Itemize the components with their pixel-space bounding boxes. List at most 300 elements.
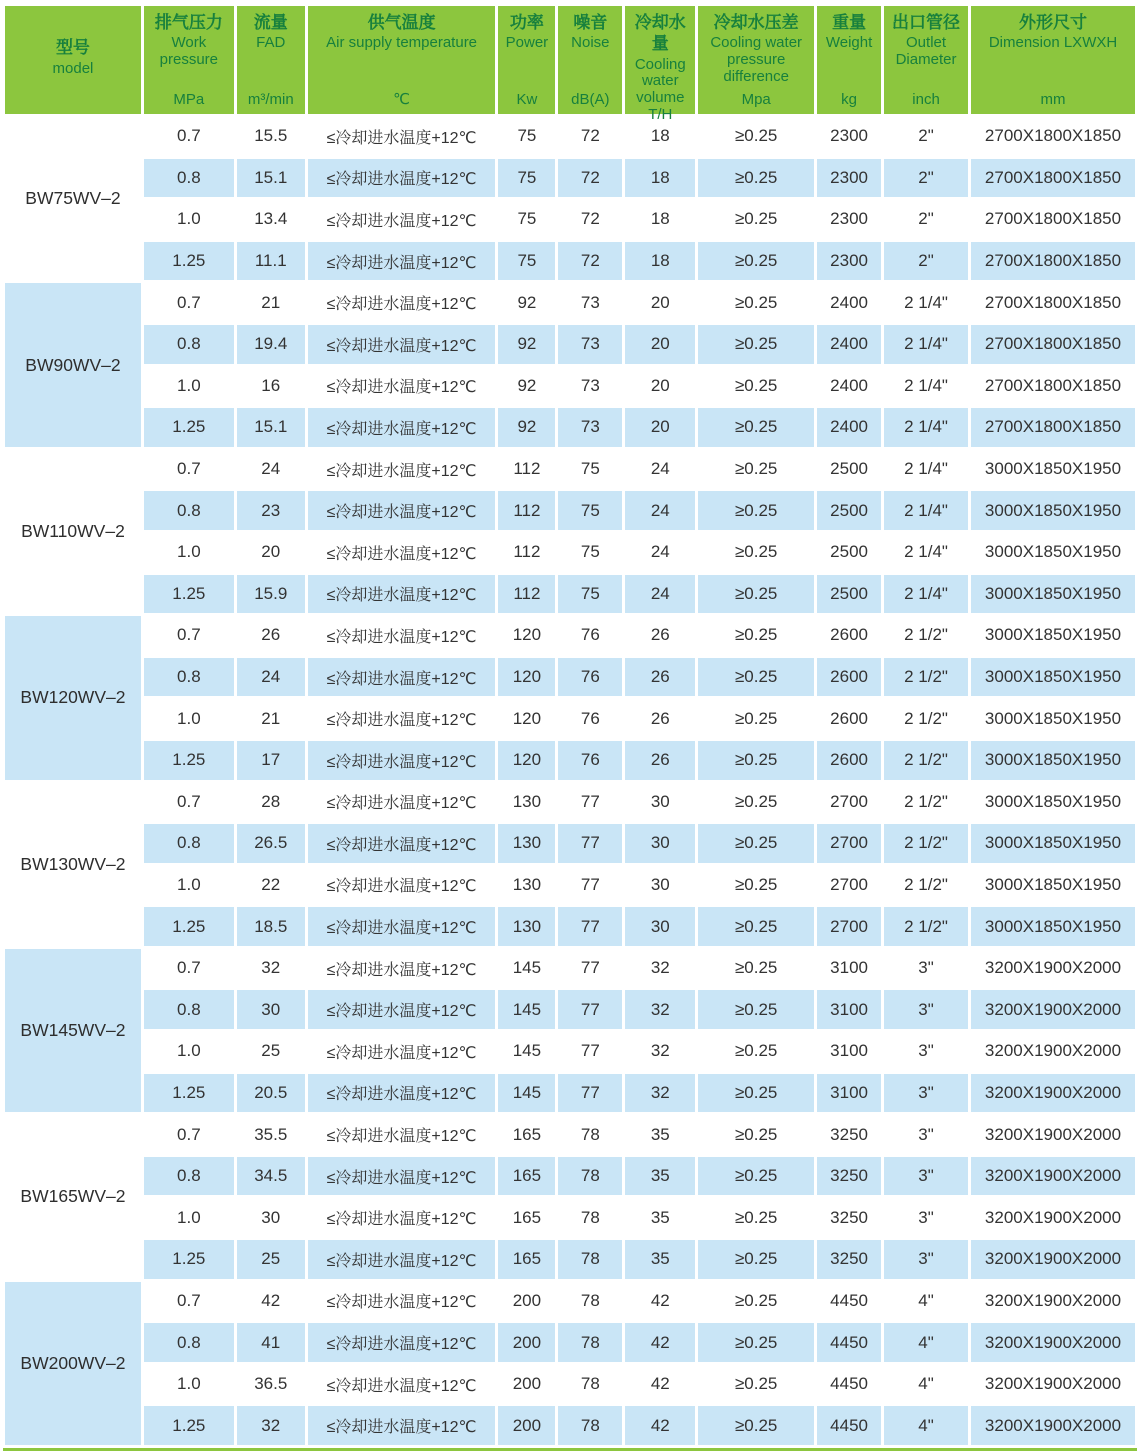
cell-dimension: 3000X1850X1950 bbox=[971, 616, 1135, 655]
cell-pressure: 0.8 bbox=[144, 990, 234, 1029]
cell-pressure-diff: ≥0.25 bbox=[698, 1282, 814, 1321]
cell-cooling-volume: 42 bbox=[625, 1282, 695, 1321]
model-cell: BW110WV–2 bbox=[5, 450, 141, 613]
column-header-pressure bbox=[144, 6, 234, 114]
cell-fad: 34.5 bbox=[237, 1157, 305, 1196]
cell-weight: 4450 bbox=[817, 1323, 881, 1362]
cell-pressure-diff: ≥0.25 bbox=[698, 242, 814, 281]
cell-weight: 2700 bbox=[817, 907, 881, 946]
cell-pressure: 0.7 bbox=[144, 783, 234, 822]
cell-dimension: 3200X1900X2000 bbox=[971, 1198, 1135, 1237]
column-header-outlet bbox=[884, 6, 968, 114]
cell-noise: 75 bbox=[558, 450, 622, 489]
cell-dimension: 3000X1850X1950 bbox=[971, 741, 1135, 780]
cell-weight: 2700 bbox=[817, 866, 881, 905]
cell-noise: 77 bbox=[558, 1032, 622, 1071]
cell-dimension: 3200X1900X2000 bbox=[971, 1115, 1135, 1154]
table-row bbox=[5, 242, 1135, 281]
cell-dimension: 3000X1850X1950 bbox=[971, 907, 1135, 946]
header-label-en: Power bbox=[505, 34, 549, 52]
cell-pressure: 1.0 bbox=[144, 1032, 234, 1071]
table-row bbox=[5, 741, 1135, 780]
cell-pressure: 1.0 bbox=[144, 367, 234, 406]
cell-power: 130 bbox=[498, 907, 555, 946]
cell-power: 92 bbox=[498, 367, 555, 406]
table-row bbox=[5, 990, 1135, 1029]
table-row bbox=[5, 117, 1135, 156]
table-row bbox=[5, 866, 1135, 905]
table-row bbox=[5, 283, 1135, 322]
cell-pressure-diff: ≥0.25 bbox=[698, 533, 814, 572]
cell-pressure: 1.25 bbox=[144, 741, 234, 780]
cell-dimension: 3200X1900X2000 bbox=[971, 1282, 1135, 1321]
cell-weight: 3250 bbox=[817, 1240, 881, 1279]
table-row bbox=[5, 1365, 1135, 1404]
header-label-zh: 功率 bbox=[509, 13, 544, 32]
table-row bbox=[5, 1074, 1135, 1113]
cell-fad: 15.1 bbox=[237, 408, 305, 447]
cell-pressure: 1.0 bbox=[144, 699, 234, 738]
header-cell-content bbox=[558, 6, 622, 114]
cell-temp: ≤冷却进水温度+12℃ bbox=[308, 575, 496, 614]
header-label-en: Dimension LXWXH bbox=[988, 34, 1118, 52]
column-header-noise bbox=[558, 6, 622, 114]
cell-weight: 2500 bbox=[817, 491, 881, 530]
cell-dimension: 3000X1850X1950 bbox=[971, 699, 1135, 738]
header-cell-content bbox=[144, 6, 234, 114]
cell-weight: 2400 bbox=[817, 325, 881, 364]
cell-outlet: 3" bbox=[884, 1157, 968, 1196]
cell-temp: ≤冷却进水温度+12℃ bbox=[308, 242, 496, 281]
cell-noise: 78 bbox=[558, 1157, 622, 1196]
table-row bbox=[5, 1198, 1135, 1237]
header-unit: Mpa bbox=[741, 91, 771, 108]
cell-fad: 19.4 bbox=[237, 325, 305, 364]
cell-outlet: 2 1/4" bbox=[884, 575, 968, 614]
header-cell-content bbox=[308, 6, 496, 114]
table-row bbox=[5, 408, 1135, 447]
cell-temp: ≤冷却进水温度+12℃ bbox=[308, 159, 496, 198]
cell-cooling-volume: 24 bbox=[625, 491, 695, 530]
cell-dimension: 3000X1850X1950 bbox=[971, 575, 1135, 614]
column-header-cooling-volume bbox=[625, 6, 695, 123]
cell-noise: 72 bbox=[558, 159, 622, 198]
cell-cooling-volume: 20 bbox=[625, 325, 695, 364]
cell-power: 120 bbox=[498, 616, 555, 655]
cell-cooling-volume: 30 bbox=[625, 783, 695, 822]
cell-pressure: 1.0 bbox=[144, 866, 234, 905]
cell-pressure-diff: ≥0.25 bbox=[698, 658, 814, 697]
cell-dimension: 2700X1800X1850 bbox=[971, 408, 1135, 447]
header-label-en: Work pressure bbox=[159, 34, 219, 69]
cell-dimension: 2700X1800X1850 bbox=[971, 367, 1135, 406]
table-row bbox=[5, 1115, 1135, 1154]
cell-power: 130 bbox=[498, 866, 555, 905]
cell-pressure: 1.25 bbox=[144, 1074, 234, 1113]
cell-temp: ≤冷却进水温度+12℃ bbox=[308, 367, 496, 406]
cell-weight: 2700 bbox=[817, 783, 881, 822]
cell-dimension: 2700X1800X1850 bbox=[971, 159, 1135, 198]
cell-power: 165 bbox=[498, 1157, 555, 1196]
table-row bbox=[5, 575, 1135, 614]
cell-cooling-volume: 35 bbox=[625, 1115, 695, 1154]
cell-weight: 2400 bbox=[817, 283, 881, 322]
cell-dimension: 3000X1850X1950 bbox=[971, 783, 1135, 822]
cell-outlet: 3" bbox=[884, 1074, 968, 1113]
header-label-en: Air supply temperature bbox=[326, 34, 478, 52]
cell-outlet: 2" bbox=[884, 242, 968, 281]
cell-pressure: 0.7 bbox=[144, 1282, 234, 1321]
cell-outlet: 4" bbox=[884, 1406, 968, 1445]
cell-pressure-diff: ≥0.25 bbox=[698, 325, 814, 364]
cell-fad: 32 bbox=[237, 949, 305, 988]
cell-noise: 72 bbox=[558, 242, 622, 281]
cell-noise: 77 bbox=[558, 824, 622, 863]
cell-power: 130 bbox=[498, 824, 555, 863]
cell-outlet: 2 1/2" bbox=[884, 824, 968, 863]
cell-pressure: 1.25 bbox=[144, 1406, 234, 1445]
cell-temp: ≤冷却进水温度+12℃ bbox=[308, 783, 496, 822]
cell-power: 165 bbox=[498, 1198, 555, 1237]
cell-temp: ≤冷却进水温度+12℃ bbox=[308, 949, 496, 988]
model-cell: BW130WV–2 bbox=[5, 783, 141, 946]
cell-pressure: 0.8 bbox=[144, 658, 234, 697]
header-cell-content bbox=[817, 6, 881, 114]
cell-pressure-diff: ≥0.25 bbox=[698, 1115, 814, 1154]
cell-outlet: 3" bbox=[884, 1240, 968, 1279]
cell-outlet: 3" bbox=[884, 949, 968, 988]
cell-cooling-volume: 26 bbox=[625, 699, 695, 738]
cell-power: 75 bbox=[498, 200, 555, 239]
header-names bbox=[989, 12, 1117, 52]
cell-pressure: 1.25 bbox=[144, 907, 234, 946]
table-row bbox=[5, 367, 1135, 406]
cell-power: 145 bbox=[498, 990, 555, 1029]
cell-temp: ≤冷却进水温度+12℃ bbox=[308, 1157, 496, 1196]
cell-power: 145 bbox=[498, 949, 555, 988]
cell-pressure: 0.7 bbox=[144, 283, 234, 322]
cell-cooling-volume: 32 bbox=[625, 1074, 695, 1113]
cell-dimension: 3200X1900X2000 bbox=[971, 1240, 1135, 1279]
cell-cooling-volume: 32 bbox=[625, 990, 695, 1029]
cell-outlet: 2 1/2" bbox=[884, 783, 968, 822]
cell-power: 165 bbox=[498, 1240, 555, 1279]
cell-outlet: 2 1/2" bbox=[884, 741, 968, 780]
cell-cooling-volume: 30 bbox=[625, 866, 695, 905]
cell-pressure-diff: ≥0.25 bbox=[698, 699, 814, 738]
cell-outlet: 3" bbox=[884, 990, 968, 1029]
header-names bbox=[53, 37, 94, 77]
cell-pressure: 0.8 bbox=[144, 159, 234, 198]
model-cell: BW75WV–2 bbox=[5, 117, 141, 280]
cell-fad: 21 bbox=[237, 699, 305, 738]
table-row bbox=[5, 616, 1135, 655]
cell-dimension: 2700X1800X1850 bbox=[971, 200, 1135, 239]
header-unit: kg bbox=[841, 91, 857, 108]
cell-noise: 78 bbox=[558, 1323, 622, 1362]
cell-outlet: 3" bbox=[884, 1198, 968, 1237]
cell-weight: 4450 bbox=[817, 1365, 881, 1404]
cell-temp: ≤冷却进水温度+12℃ bbox=[308, 491, 496, 530]
cell-weight: 4450 bbox=[817, 1406, 881, 1445]
header-label-zh: 噪音 bbox=[573, 13, 608, 32]
table-row bbox=[5, 1240, 1135, 1279]
cell-power: 200 bbox=[498, 1323, 555, 1362]
cell-noise: 76 bbox=[558, 741, 622, 780]
cell-cooling-volume: 26 bbox=[625, 658, 695, 697]
cell-noise: 72 bbox=[558, 200, 622, 239]
cell-outlet: 2 1/2" bbox=[884, 866, 968, 905]
spec-table bbox=[2, 3, 1138, 1448]
cell-weight: 2600 bbox=[817, 616, 881, 655]
cell-fad: 26.5 bbox=[237, 824, 305, 863]
cell-pressure-diff: ≥0.25 bbox=[698, 575, 814, 614]
header-label-zh: 供气温度 bbox=[367, 13, 436, 32]
cell-fad: 16 bbox=[237, 367, 305, 406]
cell-noise: 76 bbox=[558, 658, 622, 697]
header-cell-content bbox=[237, 6, 305, 114]
cell-temp: ≤冷却进水温度+12℃ bbox=[308, 990, 496, 1029]
header-cell-content bbox=[698, 6, 814, 114]
header-label-zh: 出口管径 bbox=[892, 13, 961, 32]
cell-pressure-diff: ≥0.25 bbox=[698, 1406, 814, 1445]
cell-temp: ≤冷却进水温度+12℃ bbox=[308, 117, 496, 156]
cell-pressure-diff: ≥0.25 bbox=[698, 491, 814, 530]
cell-weight: 2400 bbox=[817, 408, 881, 447]
cell-weight: 3250 bbox=[817, 1157, 881, 1196]
table-row bbox=[5, 907, 1135, 946]
cell-cooling-volume: 30 bbox=[625, 824, 695, 863]
model-cell: BW165WV–2 bbox=[5, 1115, 141, 1278]
cell-pressure: 1.0 bbox=[144, 1365, 234, 1404]
cell-dimension: 3200X1900X2000 bbox=[971, 1323, 1135, 1362]
cell-dimension: 3200X1900X2000 bbox=[971, 949, 1135, 988]
cell-noise: 73 bbox=[558, 367, 622, 406]
cell-outlet: 4" bbox=[884, 1365, 968, 1404]
cell-cooling-volume: 42 bbox=[625, 1406, 695, 1445]
cell-pressure: 1.25 bbox=[144, 575, 234, 614]
cell-dimension: 3000X1850X1950 bbox=[971, 450, 1135, 489]
header-cell-content bbox=[971, 6, 1135, 114]
cell-fad: 15.9 bbox=[237, 575, 305, 614]
cell-outlet: 2 1/4" bbox=[884, 491, 968, 530]
cell-outlet: 2" bbox=[884, 159, 968, 198]
cell-outlet: 3" bbox=[884, 1032, 968, 1071]
cell-dimension: 3000X1850X1950 bbox=[971, 866, 1135, 905]
cell-outlet: 4" bbox=[884, 1282, 968, 1321]
table-row bbox=[5, 1282, 1135, 1321]
cell-pressure: 0.8 bbox=[144, 491, 234, 530]
cell-noise: 78 bbox=[558, 1406, 622, 1445]
header-label-en: Cooling water pressure difference bbox=[710, 34, 803, 85]
cell-cooling-volume: 35 bbox=[625, 1240, 695, 1279]
cell-noise: 76 bbox=[558, 616, 622, 655]
cell-cooling-volume: 18 bbox=[625, 159, 695, 198]
table-row bbox=[5, 1157, 1135, 1196]
column-header-model bbox=[5, 6, 141, 114]
cell-outlet: 2 1/2" bbox=[884, 907, 968, 946]
cell-noise: 77 bbox=[558, 783, 622, 822]
cell-weight: 2400 bbox=[817, 367, 881, 406]
cell-outlet: 2" bbox=[884, 117, 968, 156]
table-row bbox=[5, 1032, 1135, 1071]
cell-fad: 13.4 bbox=[237, 200, 305, 239]
header-unit: Kw bbox=[516, 91, 538, 108]
cell-pressure: 0.7 bbox=[144, 117, 234, 156]
cell-weight: 2300 bbox=[817, 242, 881, 281]
header-names bbox=[506, 12, 549, 52]
cell-dimension: 2700X1800X1850 bbox=[971, 242, 1135, 281]
table-row bbox=[5, 949, 1135, 988]
cell-cooling-volume: 20 bbox=[625, 283, 695, 322]
cell-outlet: 2 1/4" bbox=[884, 450, 968, 489]
cell-pressure-diff: ≥0.25 bbox=[698, 283, 814, 322]
cell-cooling-volume: 24 bbox=[625, 450, 695, 489]
cell-temp: ≤冷却进水温度+12℃ bbox=[308, 533, 496, 572]
cell-dimension: 2700X1800X1850 bbox=[971, 325, 1135, 364]
cell-noise: 73 bbox=[558, 283, 622, 322]
cell-temp: ≤冷却进水温度+12℃ bbox=[308, 1032, 496, 1071]
cell-noise: 75 bbox=[558, 575, 622, 614]
cell-outlet: 2 1/4" bbox=[884, 325, 968, 364]
cell-fad: 15.1 bbox=[237, 159, 305, 198]
cell-cooling-volume: 32 bbox=[625, 949, 695, 988]
table-header-row bbox=[5, 6, 1135, 114]
cell-power: 92 bbox=[498, 408, 555, 447]
cell-temp: ≤冷却进水温度+12℃ bbox=[308, 616, 496, 655]
cell-pressure-diff: ≥0.25 bbox=[698, 1074, 814, 1113]
cell-temp: ≤冷却进水温度+12℃ bbox=[308, 699, 496, 738]
cell-fad: 22 bbox=[237, 866, 305, 905]
cell-pressure-diff: ≥0.25 bbox=[698, 1032, 814, 1071]
header-label-zh: 外形尺寸 bbox=[1019, 13, 1087, 32]
cell-fad: 18.5 bbox=[237, 907, 305, 946]
header-names bbox=[571, 12, 609, 52]
cell-pressure-diff: ≥0.25 bbox=[698, 200, 814, 239]
cell-power: 75 bbox=[498, 117, 555, 156]
cell-fad: 20 bbox=[237, 533, 305, 572]
cell-power: 75 bbox=[498, 159, 555, 198]
cell-temp: ≤冷却进水温度+12℃ bbox=[308, 1198, 496, 1237]
header-names bbox=[326, 12, 477, 52]
model-cell: BW90WV–2 bbox=[5, 283, 141, 446]
cell-temp: ≤冷却进水温度+12℃ bbox=[308, 325, 496, 364]
cell-cooling-volume: 20 bbox=[625, 408, 695, 447]
cell-power: 92 bbox=[498, 283, 555, 322]
table-row bbox=[5, 450, 1135, 489]
table-row bbox=[5, 699, 1135, 738]
header-cell-content bbox=[884, 6, 968, 114]
cell-noise: 77 bbox=[558, 907, 622, 946]
cell-power: 112 bbox=[498, 575, 555, 614]
cell-weight: 4450 bbox=[817, 1282, 881, 1321]
cell-pressure: 0.7 bbox=[144, 1115, 234, 1154]
cell-power: 200 bbox=[498, 1406, 555, 1445]
cell-dimension: 2700X1800X1850 bbox=[971, 283, 1135, 322]
cell-weight: 2300 bbox=[817, 159, 881, 198]
table-row bbox=[5, 491, 1135, 530]
cell-pressure-diff: ≥0.25 bbox=[698, 1198, 814, 1237]
table-row bbox=[5, 1323, 1135, 1362]
cell-power: 75 bbox=[498, 242, 555, 281]
cell-dimension: 2700X1800X1850 bbox=[971, 117, 1135, 156]
header-cell-content bbox=[5, 6, 141, 114]
cell-cooling-volume: 24 bbox=[625, 533, 695, 572]
cell-power: 120 bbox=[498, 658, 555, 697]
header-label-zh: 流量 bbox=[253, 13, 288, 32]
cell-power: 112 bbox=[498, 450, 555, 489]
cell-outlet: 2 1/4" bbox=[884, 367, 968, 406]
cell-dimension: 3200X1900X2000 bbox=[971, 1074, 1135, 1113]
cell-noise: 77 bbox=[558, 866, 622, 905]
cell-fad: 20.5 bbox=[237, 1074, 305, 1113]
cell-temp: ≤冷却进水温度+12℃ bbox=[308, 1323, 496, 1362]
cell-weight: 2700 bbox=[817, 824, 881, 863]
cell-pressure-diff: ≥0.25 bbox=[698, 159, 814, 198]
cell-fad: 30 bbox=[237, 1198, 305, 1237]
header-label-en: Weight bbox=[825, 34, 873, 52]
cell-noise: 76 bbox=[558, 699, 622, 738]
cell-power: 200 bbox=[498, 1365, 555, 1404]
cell-fad: 26 bbox=[237, 616, 305, 655]
cell-power: 130 bbox=[498, 783, 555, 822]
cell-weight: 3250 bbox=[817, 1115, 881, 1154]
table-row bbox=[5, 200, 1135, 239]
cell-outlet: 2 1/4" bbox=[884, 408, 968, 447]
cell-fad: 24 bbox=[237, 658, 305, 697]
cell-cooling-volume: 26 bbox=[625, 741, 695, 780]
header-label-zh: 冷却水量 bbox=[634, 13, 686, 54]
header-label-zh: 重量 bbox=[832, 13, 867, 32]
cell-fad: 24 bbox=[237, 450, 305, 489]
cell-cooling-volume: 18 bbox=[625, 117, 695, 156]
header-label-en: Cooling water volume bbox=[634, 55, 686, 107]
cell-noise: 73 bbox=[558, 325, 622, 364]
cell-pressure-diff: ≥0.25 bbox=[698, 616, 814, 655]
cell-pressure-diff: ≥0.25 bbox=[698, 408, 814, 447]
header-unit: MPa bbox=[173, 91, 205, 108]
cell-noise: 75 bbox=[558, 491, 622, 530]
cell-outlet: 4" bbox=[884, 1323, 968, 1362]
cell-fad: 32 bbox=[237, 1406, 305, 1445]
table-row bbox=[5, 1406, 1135, 1445]
cell-cooling-volume: 42 bbox=[625, 1323, 695, 1362]
cell-dimension: 3200X1900X2000 bbox=[971, 1365, 1135, 1404]
cell-pressure-diff: ≥0.25 bbox=[698, 1240, 814, 1279]
header-names bbox=[826, 12, 872, 52]
cell-pressure: 1.25 bbox=[144, 242, 234, 281]
cell-pressure: 1.0 bbox=[144, 533, 234, 572]
cell-dimension: 3200X1900X2000 bbox=[971, 1406, 1135, 1445]
header-label-zh: 型号 bbox=[55, 38, 90, 58]
column-header-temp bbox=[308, 6, 496, 114]
cell-pressure: 0.7 bbox=[144, 616, 234, 655]
cell-noise: 75 bbox=[558, 533, 622, 572]
cell-pressure: 0.7 bbox=[144, 450, 234, 489]
header-unit: inch bbox=[912, 91, 940, 108]
cell-fad: 30 bbox=[237, 990, 305, 1029]
header-names bbox=[885, 12, 967, 69]
cell-fad: 28 bbox=[237, 783, 305, 822]
cell-cooling-volume: 18 bbox=[625, 200, 695, 239]
model-cell: BW120WV–2 bbox=[5, 616, 141, 779]
cell-dimension: 3000X1850X1950 bbox=[971, 533, 1135, 572]
cell-temp: ≤冷却进水温度+12℃ bbox=[308, 1074, 496, 1113]
cell-noise: 78 bbox=[558, 1115, 622, 1154]
cell-dimension: 3200X1900X2000 bbox=[971, 1032, 1135, 1071]
cell-pressure-diff: ≥0.25 bbox=[698, 907, 814, 946]
cell-cooling-volume: 35 bbox=[625, 1157, 695, 1196]
